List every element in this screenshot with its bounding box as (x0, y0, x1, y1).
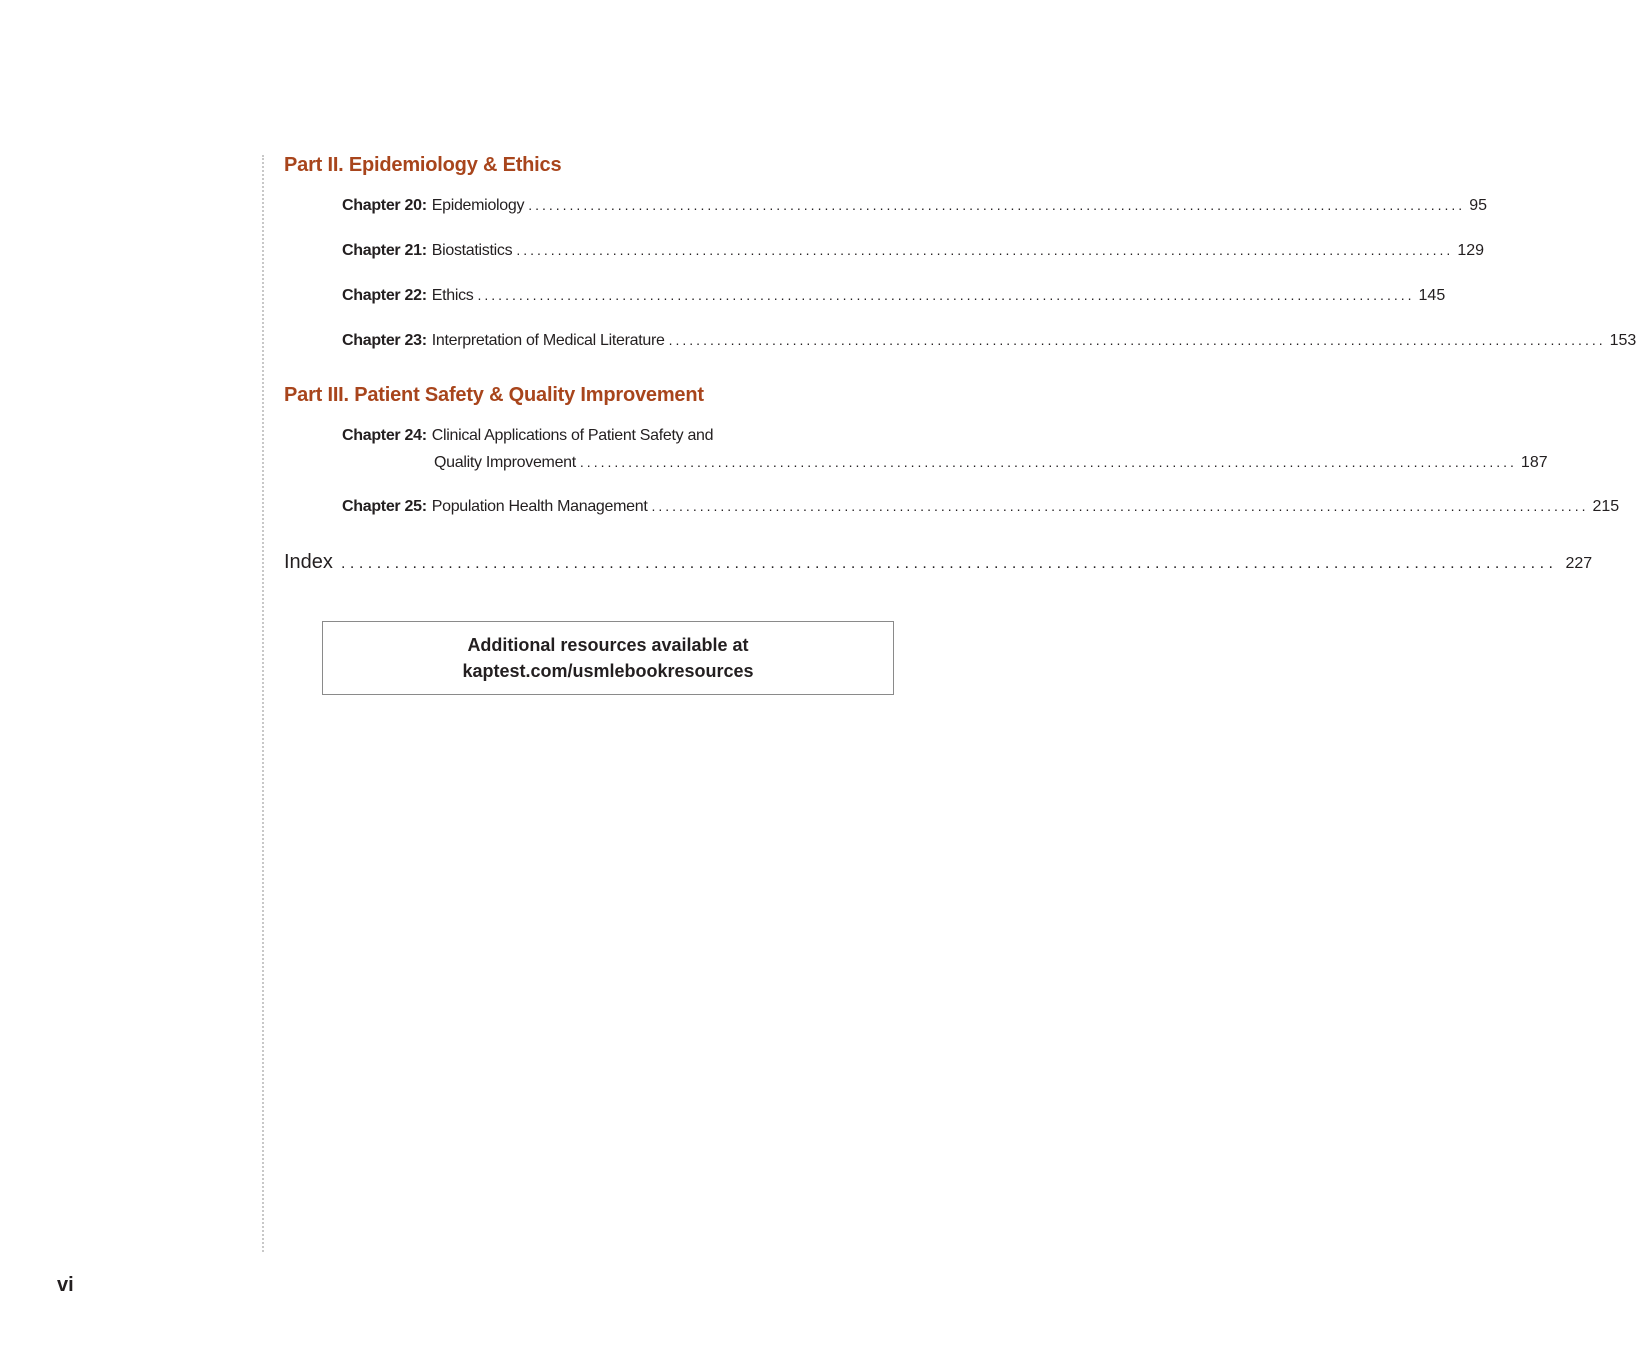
resources-callout (322, 621, 894, 695)
chapter-number: Chapter 25: (342, 498, 427, 515)
chapter-title: Population Health Management (431, 498, 648, 515)
chapter-number: Chapter 20: (342, 197, 427, 214)
toc-entry[interactable] (342, 327, 1636, 354)
part-heading: Part II. Epidemiology & Ethics (284, 154, 562, 176)
chapter-list (284, 422, 1620, 520)
page-number: 129 (1457, 242, 1485, 259)
dot-leader: ........................................................................................................................................ (651, 498, 1589, 514)
margin-dotted-rule (262, 155, 264, 1252)
page-number: 187 (1520, 454, 1548, 471)
page-number: 95 (1469, 197, 1487, 214)
dot-leader: ........................................................................................................................................ (340, 555, 1558, 572)
index-label: Index (284, 551, 333, 573)
dot-leader: ........................................................................................................................................ (668, 332, 1606, 348)
toc-entry[interactable] (342, 192, 1487, 219)
page-folio: vi (57, 1274, 74, 1296)
chapter-title: Interpretation of Medical Literature (431, 332, 665, 349)
toc-entry[interactable] (342, 493, 1620, 520)
page-number: 215 (1592, 498, 1620, 515)
dot-leader: ........................................................................................................................................ (528, 197, 1466, 213)
dot-leader: ........................................................................................................................................ (477, 287, 1415, 303)
chapter-number: Chapter 22: (342, 287, 427, 304)
chapter-number: Chapter 24: (342, 427, 427, 444)
chapter-title: Epidemiology (431, 197, 525, 214)
table-of-contents (284, 150, 1636, 579)
part-heading: Part III. Patient Safety & Quality Improvement (284, 384, 704, 406)
dot-leader: ........................................................................................................................................ (516, 242, 1454, 258)
toc-entry[interactable] (342, 282, 1446, 309)
page-number: 227 (1565, 555, 1593, 572)
chapter-number: Chapter 23: (342, 332, 427, 349)
resources-url[interactable]: kaptest.com/usmlebookresources (462, 661, 754, 681)
toc-index-entry[interactable] (284, 547, 1593, 579)
chapter-number: Chapter 21: (342, 242, 427, 259)
toc-entry[interactable] (342, 422, 1548, 476)
chapter-title: Clinical Applications of Patient Safety and (431, 427, 714, 444)
chapter-list (284, 192, 1636, 354)
chapter-title-continued: Quality Improvement (434, 454, 576, 471)
chapter-title: Biostatistics (431, 242, 513, 259)
page-number: 145 (1418, 287, 1446, 304)
chapter-title: Ethics (431, 287, 474, 304)
toc-entry[interactable] (342, 237, 1485, 264)
dot-leader: ........................................................................................................................................ (579, 454, 1517, 470)
page-number: 153 (1609, 332, 1636, 349)
resources-text: Additional resources available at (467, 635, 749, 655)
